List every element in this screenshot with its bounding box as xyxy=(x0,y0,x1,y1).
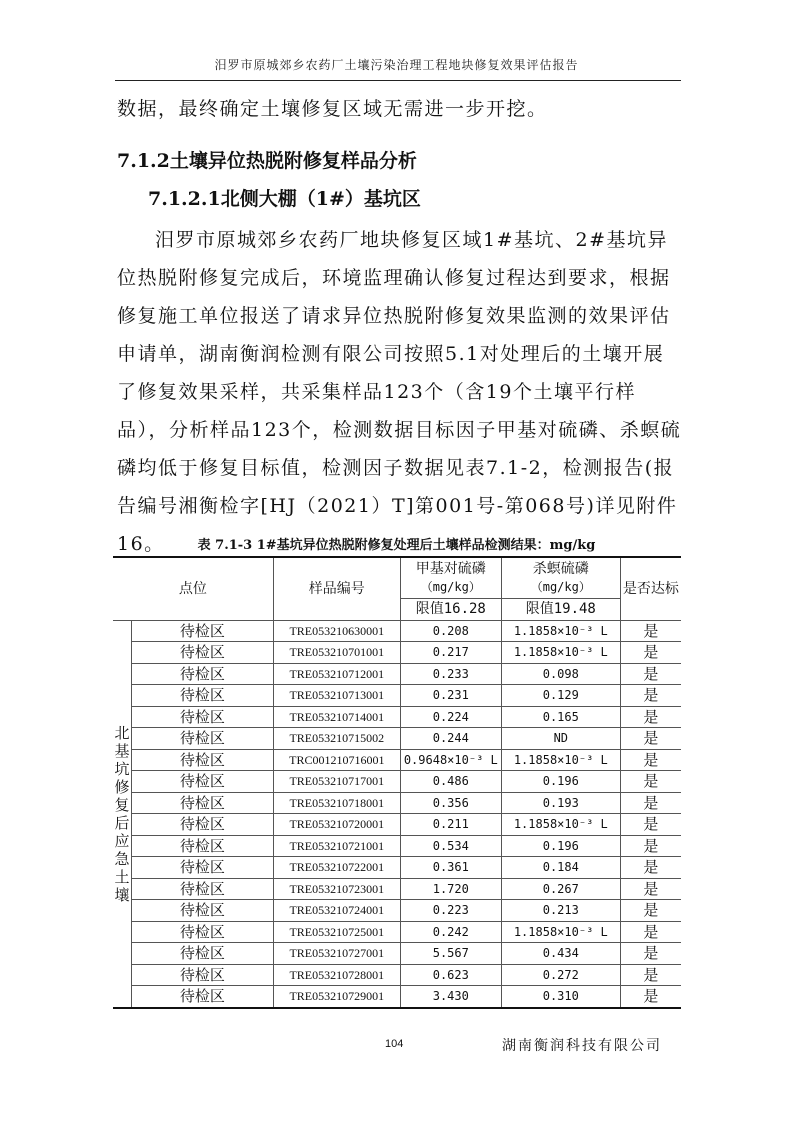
cell-location: 待检区 xyxy=(132,749,274,771)
cell-methyl-parathion: 3.430 xyxy=(400,986,501,1008)
table-row xyxy=(113,749,681,771)
group-label-char: 土 xyxy=(114,867,130,886)
cell-methyl-parathion: 0.231 xyxy=(400,685,501,707)
cell-compliant: 是 xyxy=(620,792,681,814)
group-label-char: 北 xyxy=(114,723,130,742)
cell-compliant: 是 xyxy=(620,921,681,943)
table-row xyxy=(113,900,681,922)
group-label-char: 复 xyxy=(114,795,130,814)
cell-compliant: 是 xyxy=(620,685,681,707)
group-label-cell xyxy=(113,620,132,1008)
cell-location: 待检区 xyxy=(132,706,274,728)
table-header-row xyxy=(113,557,681,599)
cell-compliant: 是 xyxy=(620,642,681,664)
cell-methyl-parathion: 0.356 xyxy=(400,792,501,814)
cell-sample-id: TRE053210728001 xyxy=(273,964,400,986)
cell-methyl-parathion: 0.233 xyxy=(400,663,501,685)
cell-compliant: 是 xyxy=(620,771,681,793)
cell-methyl-parathion: 0.223 xyxy=(400,900,501,922)
cell-location: 待检区 xyxy=(132,900,274,922)
methyl-parathion-limit xyxy=(400,599,501,621)
table-row xyxy=(113,792,681,814)
cell-fenitrothion: 0.213 xyxy=(501,900,620,922)
table-row xyxy=(113,620,681,642)
cell-compliant: 是 xyxy=(620,986,681,1008)
subsection-heading: 7.1.2.1北侧大棚（1#）基坑区 xyxy=(148,188,421,210)
cell-sample-id: TRE053210717001 xyxy=(273,771,400,793)
cell-fenitrothion: ND xyxy=(501,728,620,750)
fenitrothion-limit xyxy=(501,599,620,621)
running-header: 汨罗市原城郊乡农药厂土壤污染治理工程地块修复效果评估报告 xyxy=(214,58,579,72)
table-row xyxy=(113,964,681,986)
methyl-parathion-unit: （mg/kg） xyxy=(420,580,481,594)
group-label-char: 坑 xyxy=(114,759,130,778)
cell-methyl-parathion: 0.242 xyxy=(400,921,501,943)
table-caption: 表 7.1-3 1#基坑异位热脱附修复处理后土壤样品检测结果：mg/kg xyxy=(197,538,596,553)
table-row xyxy=(113,685,681,707)
cell-fenitrothion: 0.272 xyxy=(501,964,620,986)
cell-fenitrothion: 0.129 xyxy=(501,685,620,707)
table-row xyxy=(113,642,681,664)
table-row xyxy=(113,878,681,900)
cell-compliant: 是 xyxy=(620,728,681,750)
header-compliant: 是否达标 xyxy=(620,557,681,620)
fenitrothion-unit: （mg/kg） xyxy=(530,580,591,594)
header-sample-id: 样品编号 xyxy=(273,557,400,620)
cell-location: 待检区 xyxy=(132,964,274,986)
group-label-char: 后 xyxy=(114,813,130,832)
cell-fenitrothion: 0.165 xyxy=(501,706,620,728)
cell-fenitrothion: 0.184 xyxy=(501,857,620,879)
cell-methyl-parathion: 0.217 xyxy=(400,642,501,664)
cell-fenitrothion: 0.434 xyxy=(501,943,620,965)
cell-sample-id: TRE053210712001 xyxy=(273,663,400,685)
cell-methyl-parathion: 0.534 xyxy=(400,835,501,857)
limit-label: 限值 xyxy=(415,601,444,618)
cell-compliant: 是 xyxy=(620,749,681,771)
header-location: 点位 xyxy=(113,557,273,620)
cell-compliant: 是 xyxy=(620,943,681,965)
cell-location: 待检区 xyxy=(132,792,274,814)
limit-label: 限值 xyxy=(525,601,554,618)
cell-location: 待检区 xyxy=(132,986,274,1008)
cell-methyl-parathion: 0.224 xyxy=(400,706,501,728)
cell-sample-id: TRE053210723001 xyxy=(273,878,400,900)
cell-sample-id: TRE053210701001 xyxy=(273,642,400,664)
page-number: 104 xyxy=(385,1038,404,1050)
cell-sample-id: TRE053210718001 xyxy=(273,792,400,814)
cell-methyl-parathion: 0.9648×10⁻³ L xyxy=(400,749,501,771)
cell-sample-id: TRE053210724001 xyxy=(273,900,400,922)
table-body xyxy=(113,620,681,1008)
cell-sample-id: TRE053210714001 xyxy=(273,706,400,728)
cell-methyl-parathion: 0.623 xyxy=(400,964,501,986)
table-row xyxy=(113,835,681,857)
cell-fenitrothion: 0.196 xyxy=(501,835,620,857)
cell-sample-id: TRE053210721001 xyxy=(273,835,400,857)
cell-location: 待检区 xyxy=(132,943,274,965)
cell-sample-id: TRE053210725001 xyxy=(273,921,400,943)
fenitrothion-name: 杀螟硫磷 xyxy=(532,561,589,577)
cell-sample-id: TRE053210729001 xyxy=(273,986,400,1008)
cell-methyl-parathion: 0.361 xyxy=(400,857,501,879)
cell-location: 待检区 xyxy=(132,728,274,750)
cell-methyl-parathion: 5.567 xyxy=(400,943,501,965)
cell-fenitrothion: 1.1858×10⁻³ L xyxy=(501,814,620,836)
group-label-char: 应 xyxy=(114,831,130,850)
cell-fenitrothion: 0.098 xyxy=(501,663,620,685)
table-row xyxy=(113,771,681,793)
cell-compliant: 是 xyxy=(620,706,681,728)
table-row xyxy=(113,857,681,879)
cell-fenitrothion: 0.193 xyxy=(501,792,620,814)
cell-location: 待检区 xyxy=(132,878,274,900)
cell-fenitrothion: 1.1858×10⁻³ L xyxy=(501,749,620,771)
group-label-char: 壤 xyxy=(114,885,130,904)
cell-location: 待检区 xyxy=(132,771,274,793)
cell-fenitrothion: 0.196 xyxy=(501,771,620,793)
table-row xyxy=(113,728,681,750)
cell-methyl-parathion: 0.211 xyxy=(400,814,501,836)
cell-fenitrothion: 1.1858×10⁻³ L xyxy=(501,620,620,642)
body-paragraph: 汨罗市原城郊乡农药厂地块修复区域1#基坑、2#基坑异位热脱附修复完成后，环境监理确认修复过程达到要求，根据修复施工单位报送了请求异位热脱附修复效果监测的效果评估申请单，湖南衡润检测有限公司按照5.1对处理后的土壤开展了修复效果采样，共采集样品123个（含19个土壤平行样品），分析样品123个，检测数据目标因子甲基对硫磷、杀螟硫磷均低于修复目标值，检测因子数据见表7.1-2，检测报告(报告编号湘衡检字[HJ（2021）T]第001号-第068号)详见附件16。 xyxy=(117,229,682,555)
limit-value: 19.48 xyxy=(553,601,596,618)
table-row xyxy=(113,921,681,943)
group-label-char: 基 xyxy=(114,741,130,760)
cell-location: 待检区 xyxy=(132,685,274,707)
cell-compliant: 是 xyxy=(620,835,681,857)
footer-company: 湖南衡润科技有限公司 xyxy=(502,1038,662,1054)
cell-location: 待检区 xyxy=(132,814,274,836)
cell-sample-id: TRE053210713001 xyxy=(273,685,400,707)
cell-sample-id: TRE053210715002 xyxy=(273,728,400,750)
group-label-char: 修 xyxy=(114,777,130,796)
table-row xyxy=(113,663,681,685)
table-row xyxy=(113,814,681,836)
cell-location: 待检区 xyxy=(132,921,274,943)
cell-sample-id: TRC001210716001 xyxy=(273,749,400,771)
section-heading: 7.1.2土壤异位热脱附修复样品分析 xyxy=(117,150,417,172)
cell-location: 待检区 xyxy=(132,857,274,879)
cell-location: 待检区 xyxy=(132,663,274,685)
cell-fenitrothion: 0.310 xyxy=(501,986,620,1008)
header-methyl-parathion xyxy=(400,557,501,599)
cell-sample-id: TRE053210727001 xyxy=(273,943,400,965)
cell-fenitrothion: 1.1858×10⁻³ L xyxy=(501,921,620,943)
cell-compliant: 是 xyxy=(620,814,681,836)
cell-methyl-parathion: 0.486 xyxy=(400,771,501,793)
limit-value: 16.28 xyxy=(443,601,486,618)
cell-location: 待检区 xyxy=(132,642,274,664)
table-row xyxy=(113,986,681,1008)
cell-compliant: 是 xyxy=(620,663,681,685)
cell-fenitrothion: 1.1858×10⁻³ L xyxy=(501,642,620,664)
table-row xyxy=(113,706,681,728)
intro-line: 数据，最终确定土壤修复区域无需进一步开挖。 xyxy=(117,98,548,120)
cell-sample-id: TRE053210630001 xyxy=(273,620,400,642)
group-label-char: 急 xyxy=(114,849,130,868)
cell-compliant: 是 xyxy=(620,900,681,922)
results-table xyxy=(113,556,681,1009)
cell-compliant: 是 xyxy=(620,620,681,642)
methyl-parathion-name: 甲基对硫磷 xyxy=(415,561,486,577)
cell-methyl-parathion: 0.244 xyxy=(400,728,501,750)
cell-fenitrothion: 0.267 xyxy=(501,878,620,900)
cell-location: 待检区 xyxy=(132,620,274,642)
cell-location: 待检区 xyxy=(132,835,274,857)
cell-compliant: 是 xyxy=(620,878,681,900)
cell-sample-id: TRE053210722001 xyxy=(273,857,400,879)
cell-methyl-parathion: 1.720 xyxy=(400,878,501,900)
header-fenitrothion xyxy=(501,557,620,599)
cell-methyl-parathion: 0.208 xyxy=(400,620,501,642)
cell-compliant: 是 xyxy=(620,857,681,879)
header-rule xyxy=(115,80,681,81)
cell-compliant: 是 xyxy=(620,964,681,986)
cell-sample-id: TRE053210720001 xyxy=(273,814,400,836)
table-row xyxy=(113,943,681,965)
